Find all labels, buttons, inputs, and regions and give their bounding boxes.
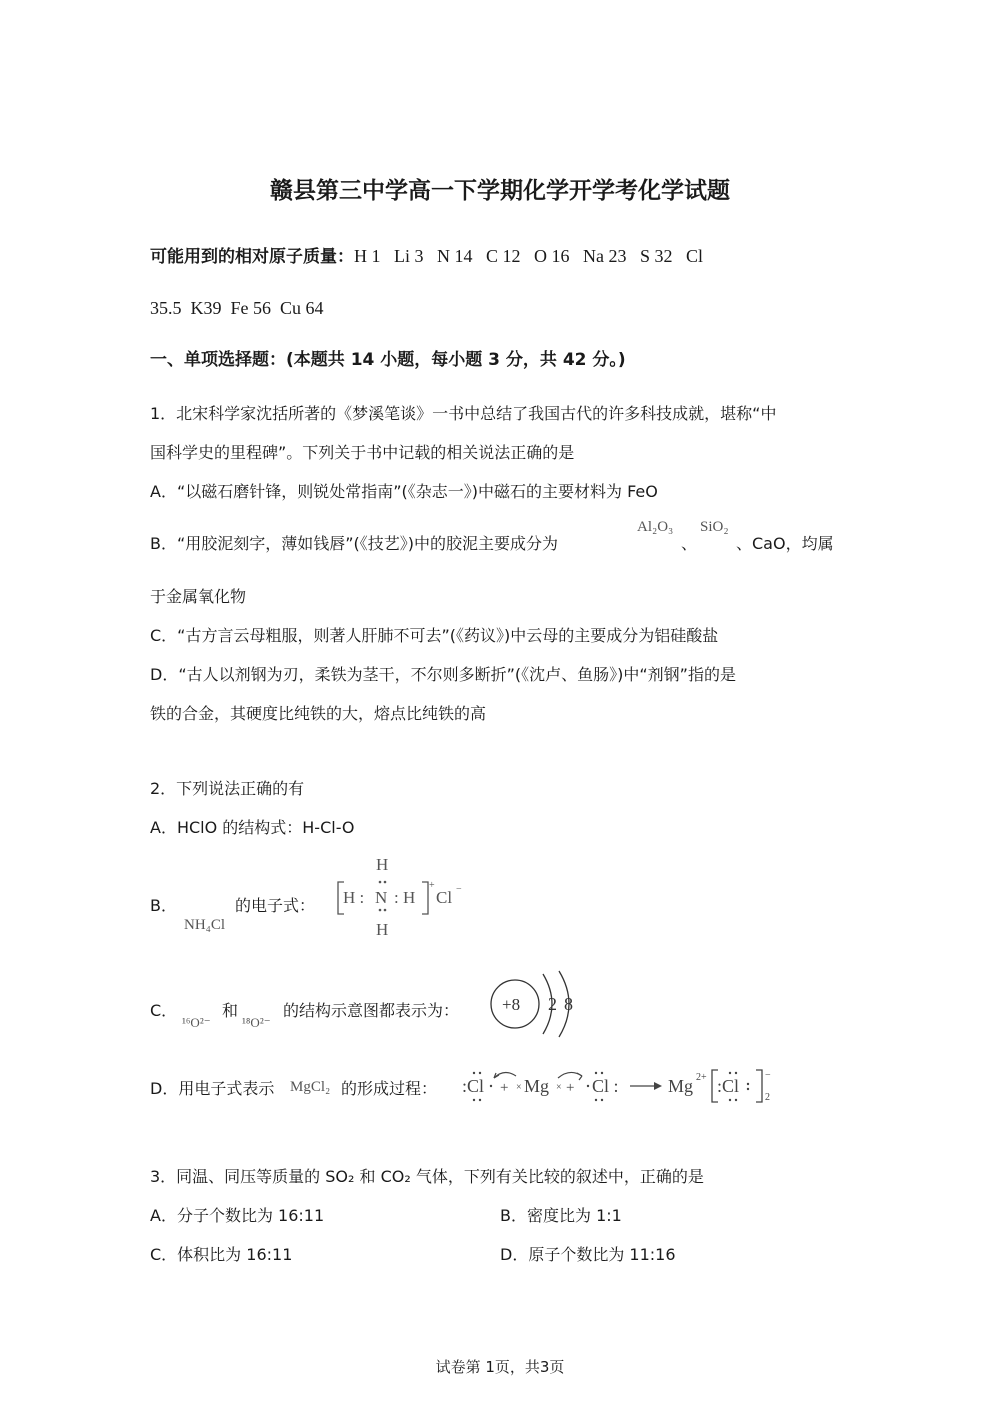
section-title — [150, 350, 626, 370]
atomic-mass-line-1 — [150, 246, 703, 267]
svg-text:: H: : H — [394, 888, 416, 907]
q2-option-d-text1: D．用电子式表示 — [150, 1079, 275, 1098]
q2-formula-nh4cl: NH₄Cl — [184, 917, 226, 933]
q1-option-d-line2: 铁的合金，其硬度比纯铁的大，熔点比纯铁的高 — [150, 704, 487, 723]
q1-option-b-line2: 于金属氧化物 — [150, 587, 247, 606]
page-title: 赣县第三中学高一下学期化学开学考化学试题 — [270, 178, 730, 204]
svg-text:−: − — [765, 1070, 771, 1081]
page-footer: 试卷第 1页，共3页 — [435, 1358, 565, 1376]
q1-stem-line2: 国科学史的里程碑”。下列关于书中记载的相关说法正确的是 — [150, 443, 575, 462]
atomic-mass-values-2: 35.5 K39 Fe 56 Cu 64 — [150, 298, 324, 318]
svg-text:Cl: Cl — [436, 888, 453, 907]
atomic-mass-label: 可能用到的相对原子质量： — [150, 247, 354, 267]
q1-separator: 、 — [681, 534, 698, 553]
q1-option-b — [150, 534, 558, 554]
q2-option-c-text: 的结构示意图都表示为： — [283, 1001, 460, 1020]
svg-text:+: + — [566, 1080, 575, 1096]
q2-formula-mgcl2: MgCl₂ — [290, 1079, 331, 1095]
svg-text:N: N — [375, 888, 388, 907]
svg-text::Cl: :Cl — [462, 1076, 485, 1096]
q1-option-b-text2: 、CaO，均属 — [736, 534, 834, 553]
q3-stem: 3．同温、同压等质量的 SO₂ 和 CO₂ 气体，下列有关比较的叙述中，正确的是 — [150, 1167, 704, 1186]
section-title-prefix: 一、单项选择题： — [150, 350, 286, 370]
svg-text:2+: 2+ — [696, 1072, 707, 1083]
svg-text:Cl :: Cl : — [592, 1076, 619, 1096]
q2-stem: 2．下列说法正确的有 — [150, 779, 305, 798]
q2-option-c-prefix: C． — [150, 1001, 178, 1020]
atomic-mass-values-1: H 1 Li 3 N 14 C 12 O 16 Na 23 S 32 Cl — [354, 246, 704, 266]
oxygen-ion-structure-diagram — [485, 968, 585, 1040]
q1-option-a: A．“以磁石磨针锋，则锐处常指南”(《杂志一》)中磁石的主要材料为 FeO — [150, 482, 658, 501]
q1-option-b-text1: B．“用胶泥刻字，薄如钱唇”(《技艺》)中的胶泥主要成分为 — [150, 534, 559, 553]
section-title-rest: (本题共 14 小题，每小题 3 分，共 42 分。) — [286, 350, 626, 370]
q1-formula-al2o3: Al₂O₃ — [637, 519, 674, 535]
q3-option-a: A．分子个数比为 16:11 — [150, 1206, 325, 1225]
q1-formula-sio2: SiO₂ — [700, 519, 729, 535]
q2-option-b-prefix: B． — [150, 896, 177, 915]
q2-ion-o16: ¹⁶O²⁻ — [182, 1015, 211, 1030]
svg-text:H :: H : — [343, 888, 365, 907]
nucleus-charge: +8 — [502, 995, 521, 1014]
q3-option-b: B．密度比为 1:1 — [500, 1206, 622, 1225]
svg-text:Mg: Mg — [524, 1076, 550, 1096]
svg-text:+: + — [429, 880, 435, 891]
q1-option-c: C．“古方言云母粗服，则著人肝肺不可去”(《药议》)中云母的主要成分为铝硅酸盐 — [150, 626, 719, 645]
q1-option-d-line1: D．“古人以剂钢为刃，柔铁为茎干，不尔则多断折”(《沈卢、鱼肠》)中“剂钢”指的是 — [150, 665, 736, 684]
svg-text:×: × — [516, 1082, 522, 1093]
nh4cl-electron-dot-diagram — [330, 850, 480, 940]
shell2-electrons: 8 — [564, 994, 573, 1014]
svg-text:2: 2 — [765, 1092, 770, 1103]
q2-option-b-text: 的电子式： — [235, 896, 316, 915]
q2-option-a: A．HClO 的结构式：H-Cl-O — [150, 818, 355, 837]
q1-stem-line1: 1．北宋科学家沈括所著的《梦溪笔谈》一书中总结了我国古代的许多科技成就，堪称“中 — [150, 404, 777, 423]
svg-text:H: H — [376, 855, 389, 874]
q2-option-d-text2: 的形成过程： — [341, 1079, 438, 1098]
svg-text::Cl: :Cl — [717, 1076, 740, 1096]
q3-option-d: D．原子个数比为 11:16 — [500, 1245, 676, 1264]
shell1-electrons: 2 — [548, 994, 557, 1014]
svg-text:×: × — [556, 1082, 562, 1093]
q3-option-c: C．体积比为 16:11 — [150, 1245, 293, 1264]
svg-text:+: + — [500, 1080, 509, 1096]
svg-text:Mg: Mg — [668, 1076, 694, 1096]
q2-ion-o18: ¹⁸O²⁻ — [242, 1015, 271, 1030]
q2-and: 和 — [222, 1001, 239, 1020]
svg-text:H: H — [376, 920, 389, 939]
svg-text:−: − — [456, 884, 462, 895]
mgcl2-formation-diagram — [458, 1062, 788, 1106]
